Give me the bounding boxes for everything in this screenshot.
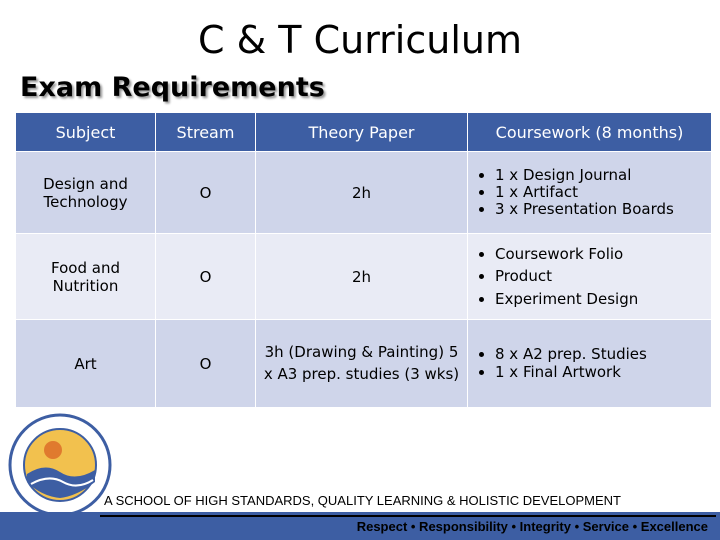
- cell-coursework: [468, 234, 712, 320]
- school-motto: A SCHOOL OF HIGH STANDARDS, QUALITY LEARNING & HOLISTIC DEVELOPMENT: [104, 493, 621, 508]
- list-item: • 8 x A2 prep. Studies: [495, 346, 710, 363]
- cell-theory: 2h: [256, 234, 468, 320]
- school-crest-logo: [5, 410, 115, 520]
- list-item: • 1 x Design Journal: [495, 167, 710, 184]
- header-subject: Subject: [16, 113, 156, 152]
- school-values: Respect • Responsibility • Integrity • Service • Excellence: [356, 519, 708, 534]
- table-header-row: [16, 113, 712, 152]
- cell-theory: 3h (Drawing & Painting) 5 x A3 prep. studies (3 wks): [256, 320, 468, 408]
- table-row: [16, 320, 712, 408]
- cell-subject: Food and Nutrition: [16, 234, 156, 320]
- cell-stream: O: [156, 320, 256, 408]
- list-item: • Product: [495, 265, 710, 288]
- cell-stream: O: [156, 234, 256, 320]
- header-coursework: Coursework (8 months): [468, 113, 712, 152]
- cell-coursework: [468, 320, 712, 408]
- page-title: C & T Curriculum: [197, 18, 522, 62]
- section-subtitle: Exam Requirements: [20, 72, 325, 103]
- cell-coursework: [468, 152, 712, 234]
- list-item: • 1 x Final Artwork: [495, 364, 710, 381]
- header-stream: Stream: [156, 113, 256, 152]
- cell-subject: Art: [16, 320, 156, 408]
- list-item: • 3 x Presentation Boards: [495, 201, 710, 218]
- header-theory-paper: Theory Paper: [256, 113, 468, 152]
- list-item: • Coursework Folio: [495, 243, 710, 266]
- cell-stream: O: [156, 152, 256, 234]
- footer-divider: [100, 515, 716, 517]
- table-row: [16, 234, 712, 320]
- list-item: • 1 x Artifact: [495, 184, 710, 201]
- table-row: [16, 152, 712, 234]
- list-item: • Experiment Design: [495, 288, 710, 311]
- exam-requirements-table: [15, 112, 712, 408]
- cell-theory: 2h: [256, 152, 468, 234]
- cell-subject: Design and Technology: [16, 152, 156, 234]
